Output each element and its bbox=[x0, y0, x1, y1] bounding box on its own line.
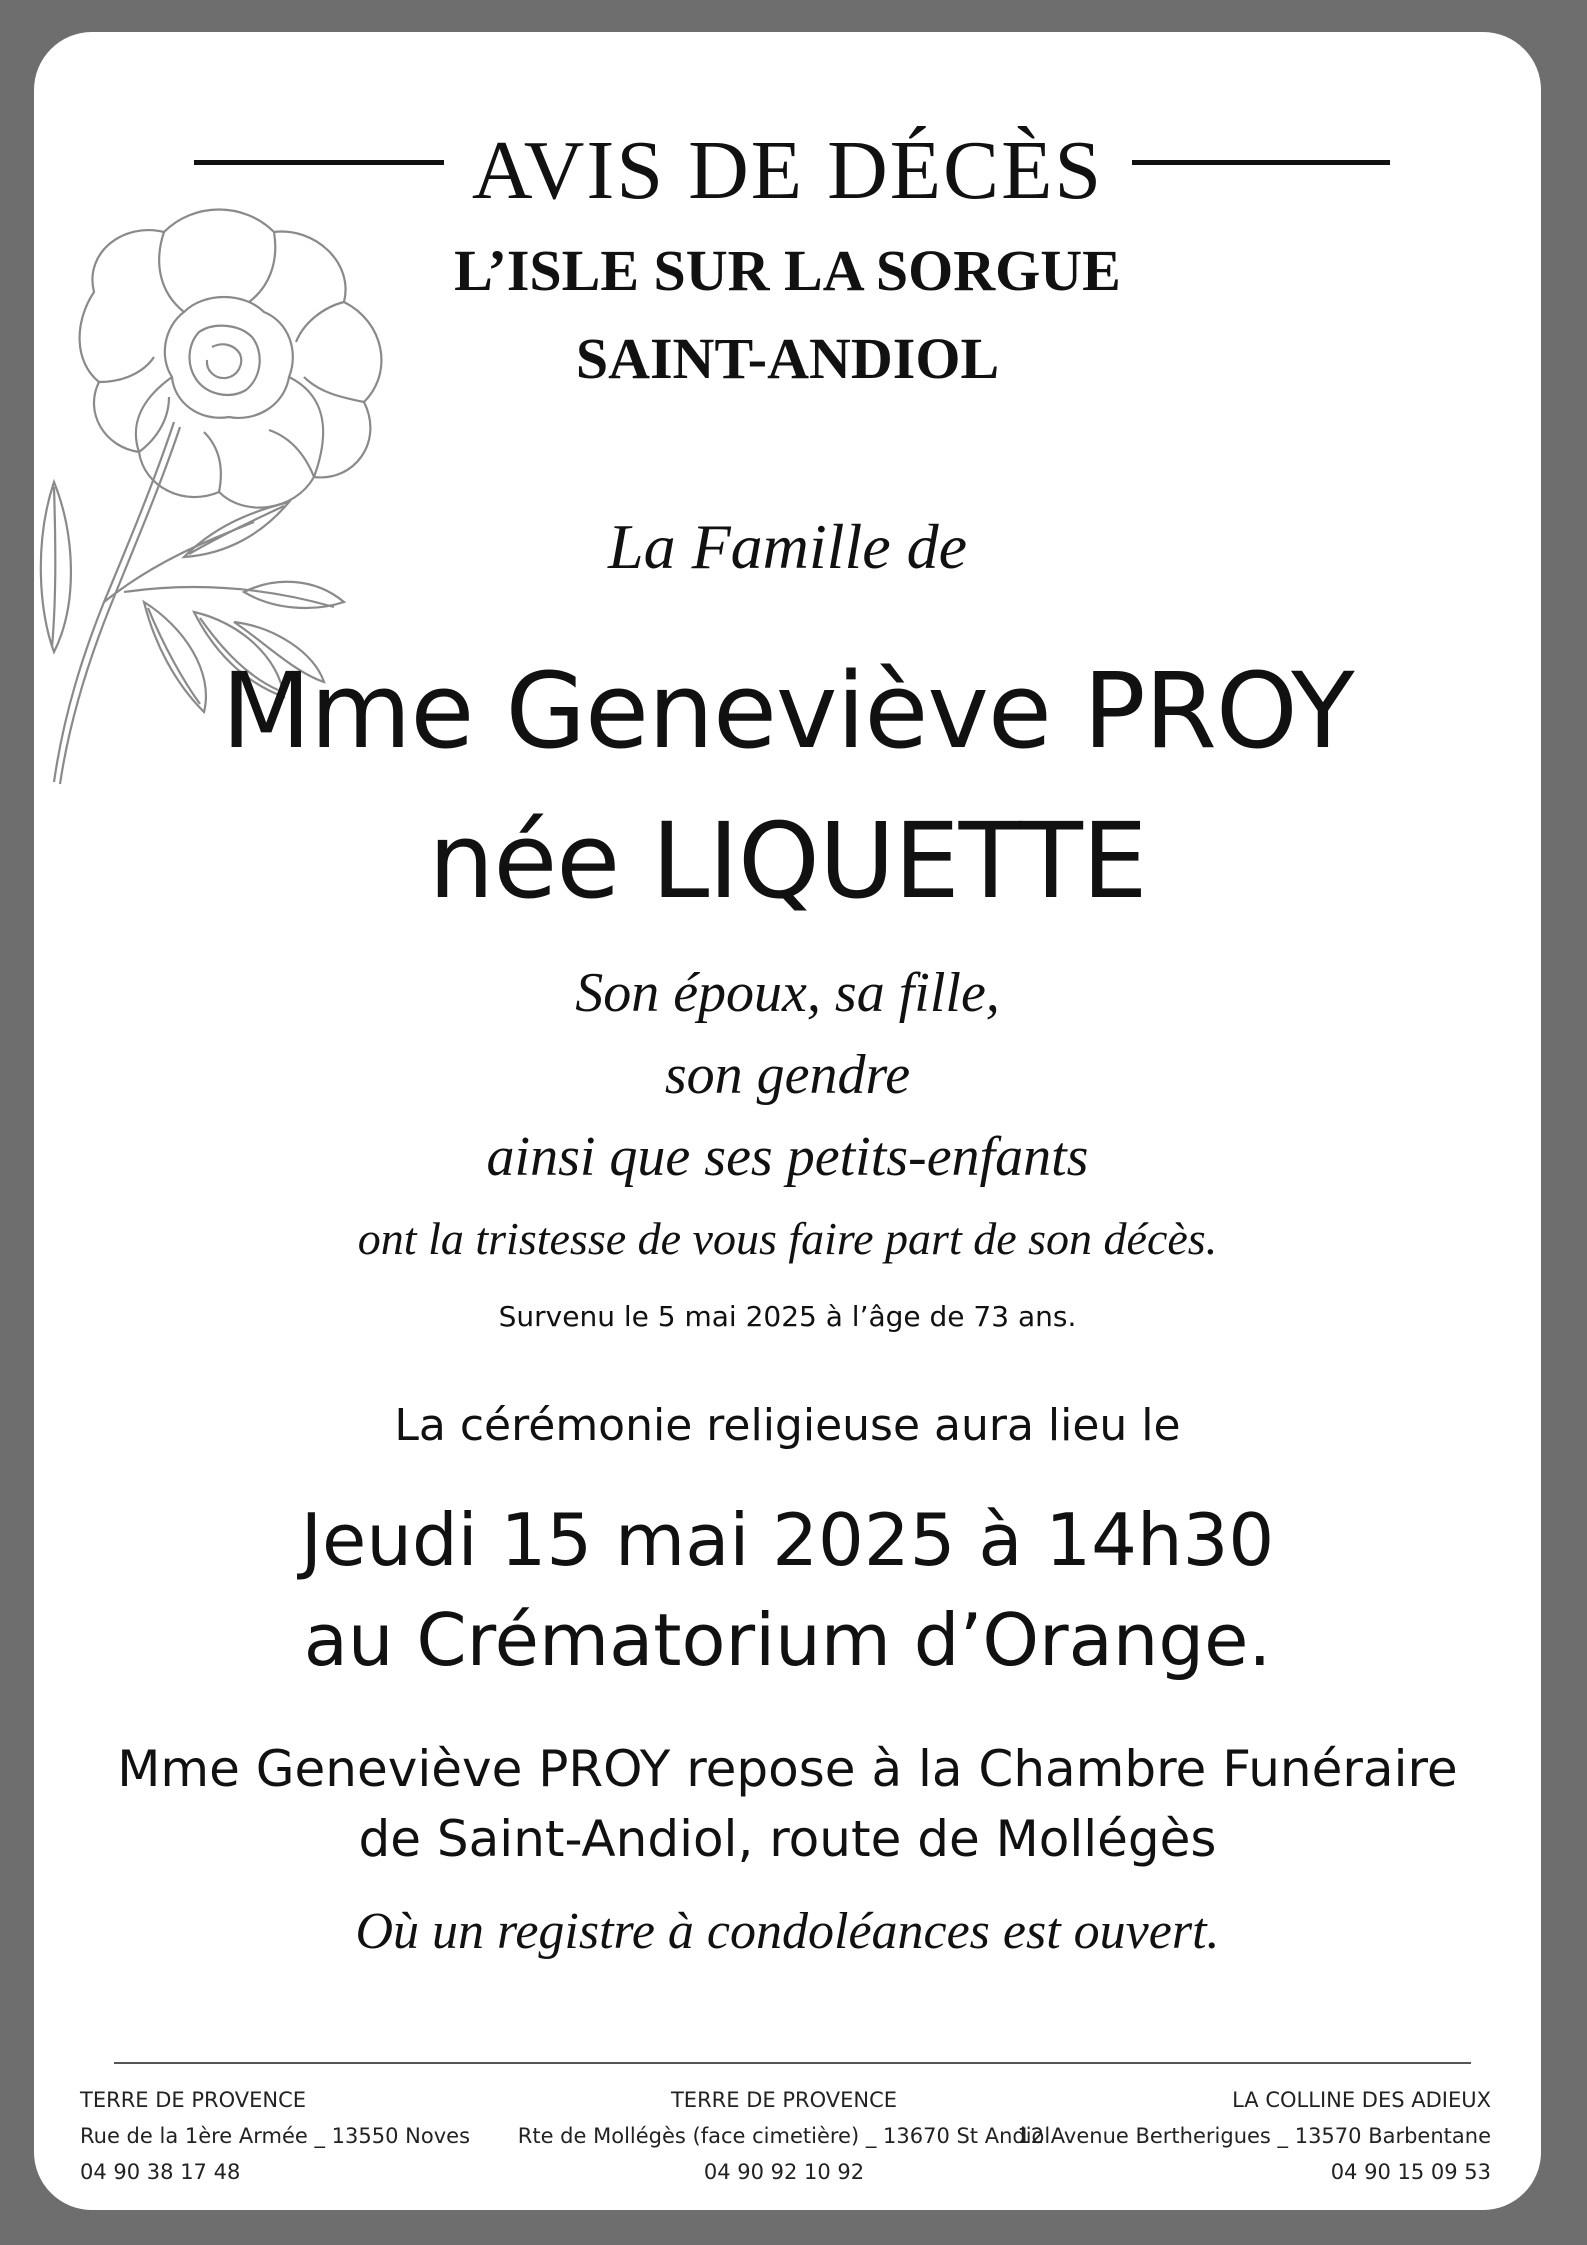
death-note: Survenu le 5 mai 2025 à l’âge de 73 ans. bbox=[498, 1300, 1077, 1333]
ceremony-date: Jeudi 15 mai 2025 à 14h30 bbox=[300, 1498, 1275, 1582]
repose-line-1: Mme Geneviève PROY repose à la Chambre Funéraire bbox=[117, 1740, 1458, 1798]
agency-name: TERRE DE PROVENCE bbox=[670, 2088, 898, 2112]
agency-phone: 04 90 15 09 53 bbox=[1330, 2160, 1491, 2184]
notice-title: AVIS DE DÉCÈS bbox=[471, 124, 1104, 217]
relations-line-4: ont la tristesse de vous faire part de son décès. bbox=[357, 1213, 1218, 1264]
agency-address: 12 Avenue Bertherigues _ 13570 Barbentane bbox=[1017, 2124, 1491, 2148]
notice-card bbox=[34, 32, 1541, 2210]
relations-line-3: ainsi que ses petits-enfants bbox=[486, 1126, 1089, 1188]
family-intro: La Famille de bbox=[607, 511, 968, 582]
city-line-2: SAINT-ANDIOL bbox=[575, 326, 1000, 391]
repose-line-2: de Saint-Andiol, route de Mollégès bbox=[358, 1810, 1217, 1868]
footer-divider bbox=[114, 2062, 1471, 2064]
relations-line-1: Son époux, sa fille, bbox=[575, 962, 1000, 1024]
agency-address: Rue de la 1ère Armée _ 13550 Noves bbox=[80, 2124, 471, 2148]
footer-agency-barbentane bbox=[1017, 2082, 1491, 2190]
agency-address: Rte de Mollégès (face cimetière) _ 13670 St Andiol bbox=[517, 2124, 1051, 2148]
relations-line-2: son gendre bbox=[664, 1044, 911, 1106]
footer-agency-noves bbox=[80, 2082, 470, 2190]
agency-name: TERRE DE PROVENCE bbox=[80, 2088, 307, 2112]
deceased-maiden-name: née LIQUETTE bbox=[428, 800, 1147, 922]
deceased-name: Mme Geneviève PROY bbox=[221, 650, 1354, 772]
ceremony-intro: La cérémonie religieuse aura lieu le bbox=[394, 1400, 1181, 1451]
ceremony-place: au Crématorium d’Orange. bbox=[303, 1598, 1272, 1682]
agency-name: LA COLLINE DES ADIEUX bbox=[1232, 2088, 1491, 2112]
footer-agency-st-andiol bbox=[464, 2082, 1104, 2190]
agency-phone: 04 90 38 17 48 bbox=[80, 2160, 241, 2184]
condolence-register-note: Où un registre à condoléances est ouvert. bbox=[355, 1903, 1220, 1960]
agency-phone: 04 90 92 10 92 bbox=[703, 2160, 865, 2184]
city-line-1: L’ISLE SUR LA SORGUE bbox=[454, 238, 1121, 303]
